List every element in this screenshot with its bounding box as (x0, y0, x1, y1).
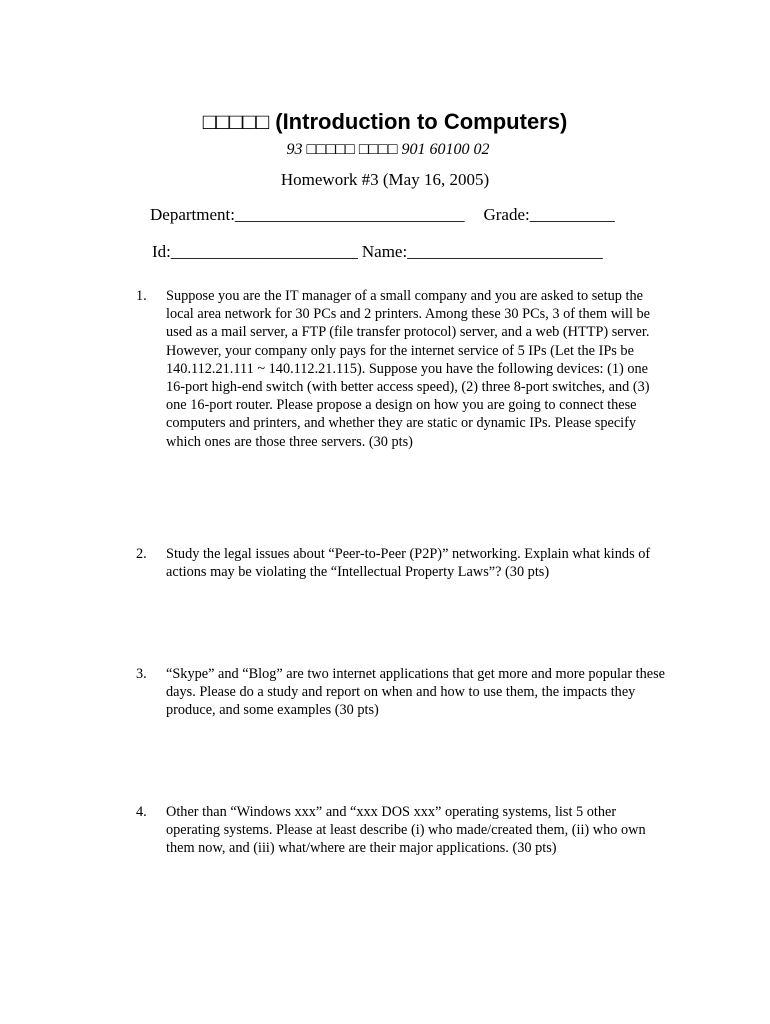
id-field: Id:______________________ (152, 242, 358, 261)
question-text: Other than “Windows xxx” and “xxx DOS xxx” operating systems, list 5 other operating systems. Please at least describe (i) who made/created them, (ii) who own them now, and (iii) what/where are their major applications. (30 pts) (166, 804, 646, 857)
question-text: Suppose you are the IT manager of a small company and you are asked to setup the local area network for 30 PCs and 2 printers. Among these 30 PCs, 3 of them will be used as a mail server, a FTP (file transfer protocol) server, and a web (HTTP) server. However, your company only pays for the internet service of 5 IPs (Let the IPs be 140.112.21.111 ~ 140.112.21.115). Suppose you have the following devices: (1) one 16-port high-end switch (with better access speed), (2) three 8-port switches, and (3) one 16-port router. Please propose a design on how you are going to connect these computers and printers, and whether they are static or dynamic IPs. Please specify which ones are those three servers. (30 pts) (166, 288, 651, 450)
question-number: 3. (136, 666, 147, 682)
course-title: □□□□□ (Introduction to Computers) (202, 109, 568, 134)
name-field: Name:_______________________ (361, 242, 603, 261)
homework-heading: Homework #3 (May 16, 2005) (280, 170, 490, 189)
course-code: 93 □□□□□ □□□□ 901 60100 02 (286, 141, 490, 158)
department-field: Department:___________________________ (150, 205, 465, 224)
question-number: 4. (136, 804, 147, 820)
question-text: Study the legal issues about “Peer-to-Peer (P2P)” networking. Explain what kinds of actions may be violating the “Intellectual Property Laws”? (30 pts) (166, 546, 651, 581)
question-number: 1. (136, 288, 147, 304)
id-name-row (152, 242, 603, 262)
question-text: “Skype” and “Blog” are two internet applications that get more and more popular these days. Please do a study and report on when and how to use them, the impacts they produce, and some examples (30 pts) (166, 666, 666, 719)
department-grade-row (150, 205, 615, 225)
question-number: 2. (136, 546, 147, 562)
grade-field: Grade:__________ (483, 205, 615, 224)
